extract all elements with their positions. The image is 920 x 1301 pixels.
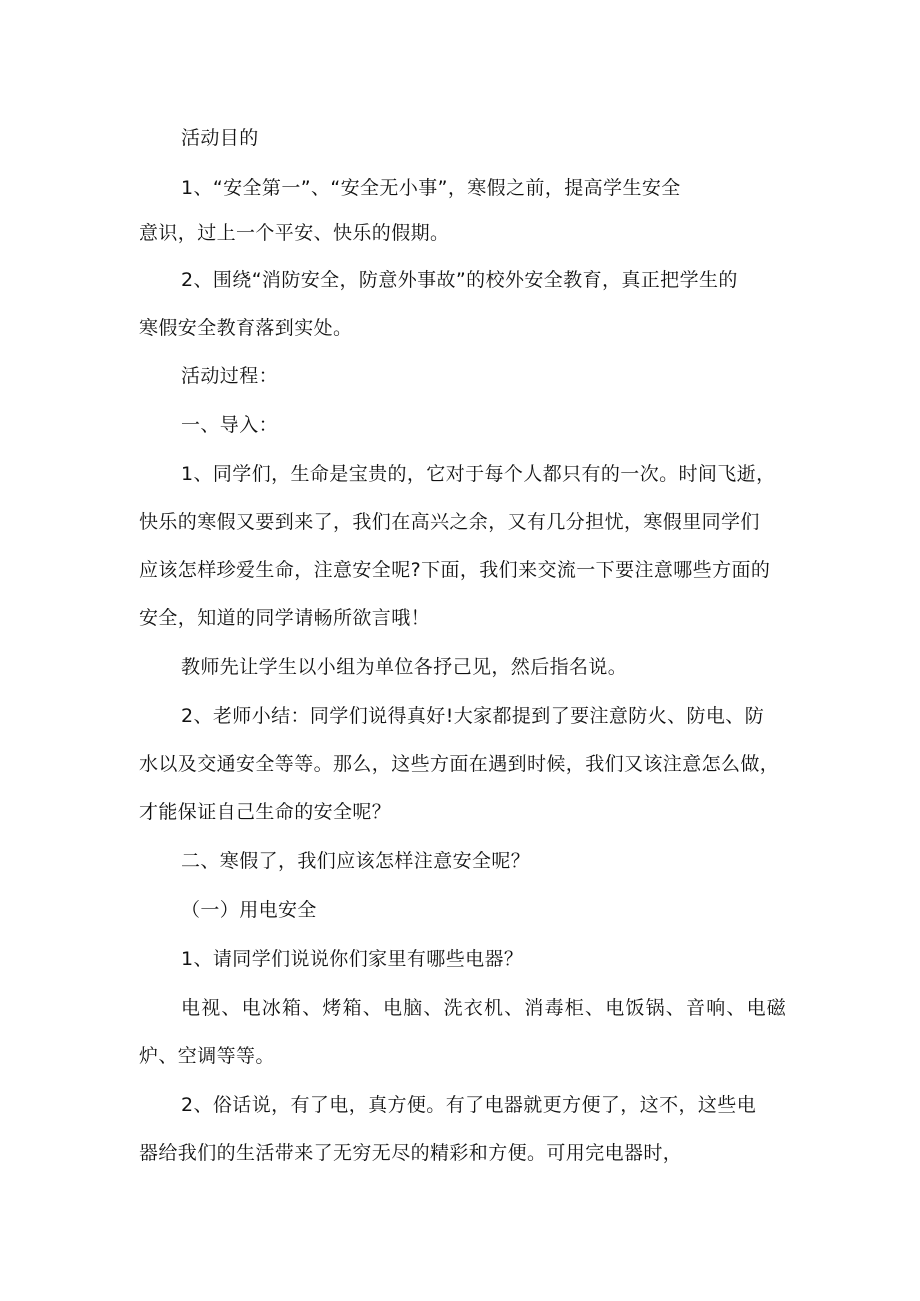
paragraph-line: 2、老师小结：同学们说得真好!大家都提到了要注意防火、防电、防 xyxy=(181,705,765,727)
paragraph-line: 2、俗话说，有了电，真方便。有了电器就更方便了，这不，这些电 xyxy=(181,1094,757,1116)
section-heading-intro: 一、导入： xyxy=(181,414,279,436)
paragraph-line: 炉、空调等等。 xyxy=(139,1045,275,1067)
paragraph-line: 1、请同学们说说你们家里有哪些电器？ xyxy=(181,948,524,970)
paragraph-line: 快乐的寒假又要到来了，我们在高兴之余，又有几分担忧，寒假里同学们 xyxy=(139,511,760,533)
subsection-heading-electrical-safety: （一）用电安全 xyxy=(181,899,317,921)
paragraph-line: 教师先让学生以小组为单位各抒己见，然后指名说。 xyxy=(181,656,628,678)
paragraph-line: 器给我们的生活带来了无穷无尽的精彩和方便。可用完电器时， xyxy=(139,1142,683,1164)
paragraph-line: 电视、电冰箱、烤箱、电脑、洗衣机、消毒柜、电饭锅、音响、电磁 xyxy=(181,997,788,1019)
paragraph-line: 安全，知道的同学请畅所欲言哦！ xyxy=(139,607,431,629)
paragraph-line: 寒假安全教育落到实处。 xyxy=(139,317,353,339)
paragraph-line: 2、围绕“消防安全，防意外事故”的校外安全教育，真正把学生的 xyxy=(181,269,738,291)
paragraph-line: 1、“安全第一”、“安全无小事”，寒假之前，提高学生安全 xyxy=(181,177,681,199)
heading-activity-process: 活动过程： xyxy=(181,365,279,387)
paragraph-line: 水以及交通安全等等。那么，这些方面在遇到时候，我们又该注意怎么做， xyxy=(139,753,780,775)
paragraph-line: 意识，过上一个平安、快乐的假期。 xyxy=(139,222,450,244)
paragraph-line: 1、同学们，生命是宝贵的，它对于每个人都只有的一次。时间飞逝， xyxy=(181,463,776,485)
heading-activity-purpose: 活动目的 xyxy=(181,127,259,149)
paragraph-line: 才能保证自己生命的安全呢？ xyxy=(139,801,392,823)
paragraph-line: 应该怎样珍爱生命，注意安全呢?下面，我们来交流一下要注意哪些方面的 xyxy=(139,559,771,581)
section-heading-winter-safety: 二、寒假了，我们应该怎样注意安全呢？ xyxy=(181,850,531,872)
